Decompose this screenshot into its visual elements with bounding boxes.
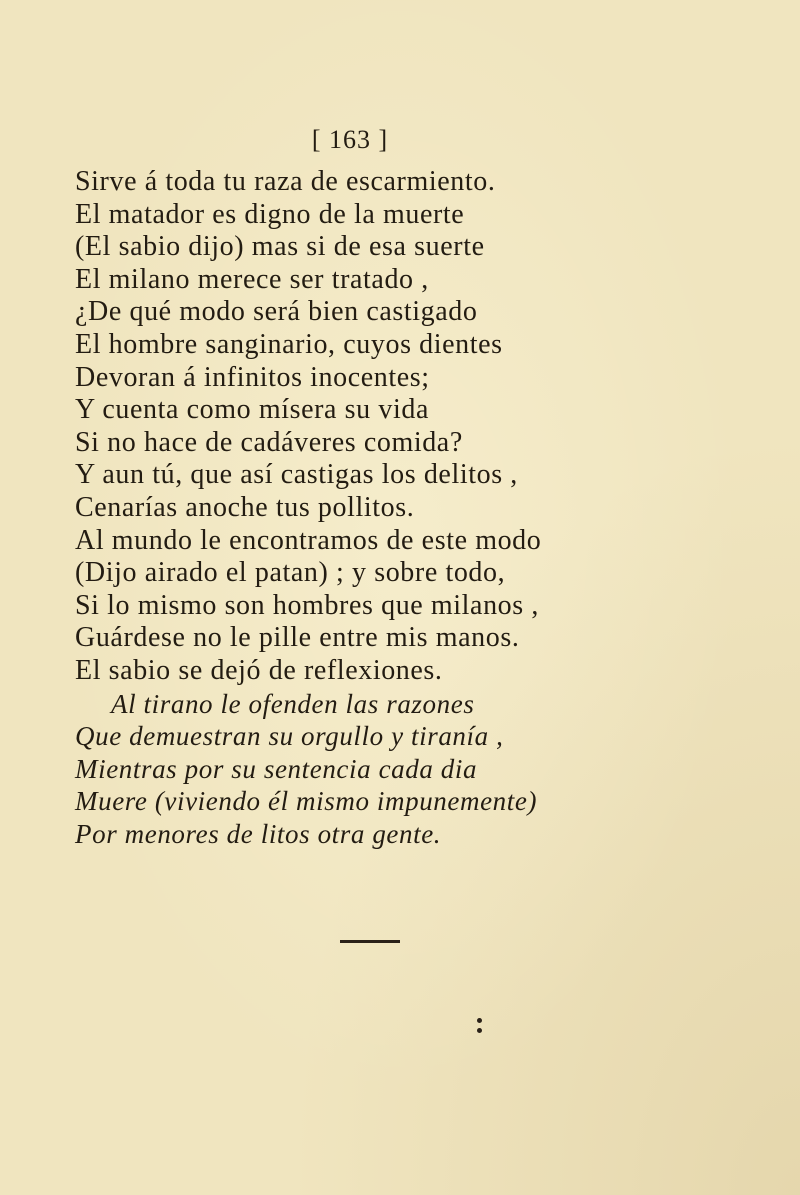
moral-line: Mientras por su sentencia cada dia bbox=[75, 753, 478, 784]
poem-line: Sirve á toda tu raza de escarmiento. bbox=[75, 166, 496, 197]
poem-line: (Dijo airado el patan) ; y sobre todo, bbox=[75, 557, 506, 589]
poem-line: ¿De qué modo será bien castigado bbox=[75, 296, 478, 328]
poem-line: Y aun tú, que así castigas los delitos , bbox=[75, 459, 518, 491]
poem-line: El matador es digno de la muerte bbox=[75, 198, 465, 230]
poem-line: Si lo mismo son hombres que milanos , bbox=[75, 589, 539, 621]
moral-line: Muere (viviendo él mismo impunemente) bbox=[75, 786, 538, 817]
moral-line: Por menores de litos otra gente. bbox=[75, 818, 442, 849]
poem-line: Y cuenta como mísera su vida bbox=[75, 394, 429, 426]
poem-line: Si no hace de cadáveres comida? bbox=[75, 426, 463, 458]
moral-line: Que demuestran su orgullo y tiranía , bbox=[75, 721, 504, 752]
page-number: [ 163 ] bbox=[311, 125, 389, 154]
poem-line: Devoran á infinitos inocentes; bbox=[75, 361, 430, 393]
dot-mark bbox=[477, 1018, 482, 1023]
poem-line: El sabio se dejó de reflexiones. bbox=[75, 654, 443, 686]
dot-mark bbox=[477, 1028, 482, 1033]
poem-text bbox=[75, 166, 715, 850]
moral-line: Al tirano le ofenden las razones bbox=[111, 688, 475, 719]
poem-line: Al mundo le encontramos de este modo bbox=[75, 524, 542, 556]
poem-line: Guárdese no le pille entre mis manos. bbox=[75, 622, 520, 654]
poem-line: (El sabio dijo) mas si de esa suerte bbox=[75, 231, 485, 263]
poem-line: Cenarías anoche tus pollitos. bbox=[75, 491, 415, 523]
poem-line: El milano merece ser tratado , bbox=[75, 263, 429, 295]
section-divider bbox=[340, 940, 400, 943]
printer-mark bbox=[477, 1018, 483, 1038]
poem-line: El hombre sanginario, cuyos dientes bbox=[75, 328, 503, 360]
